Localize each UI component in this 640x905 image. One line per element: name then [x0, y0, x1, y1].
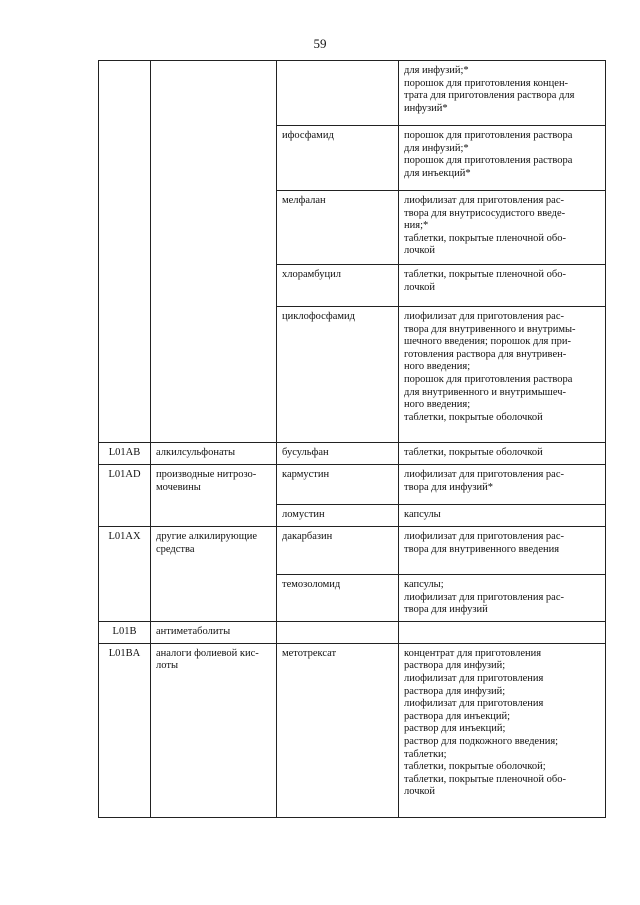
drug-name-cell: ифосфамид	[277, 126, 399, 191]
atc-code-cell: L01BA	[99, 643, 151, 817]
drug-name-cell: темозоломид	[277, 575, 399, 622]
drug-table	[98, 60, 606, 818]
table-row	[99, 527, 606, 575]
dosage-form-cell: таблетки, покрытые оболочкой	[399, 443, 606, 465]
dosage-form-cell: лиофилизат для приготовления рас- твора для внутрисосудистого введе- ния;* таблетки, покрытые пленочной обо- лочкой	[399, 191, 606, 265]
atc-group-cell: антиметаболиты	[151, 621, 277, 643]
table-row	[99, 621, 606, 643]
atc-group-cell: аналоги фолиевой кис- лоты	[151, 643, 277, 817]
table-row	[99, 643, 606, 817]
dosage-form-cell: капсулы; лиофилизат для приготовления рас- твора для инфузий	[399, 575, 606, 622]
atc-group-cell: другие алкилирующие средства	[151, 527, 277, 622]
dosage-form-cell: лиофилизат для приготовления рас- твора для внутривенного и внутримы- шечного введения; порошок для при- готовления раствора для внутривен- ного введения; порошок для приготовления раствора для внутривенного и внутримышеч- ного введения; таблетки, покрытые оболочкой	[399, 307, 606, 443]
drug-name-cell: ломустин	[277, 505, 399, 527]
dosage-form-cell	[399, 621, 606, 643]
drug-name-cell: циклофосфамид	[277, 307, 399, 443]
dosage-form-cell: лиофилизат для приготовления рас- твора для инфузий*	[399, 465, 606, 505]
atc-code-cell: L01AX	[99, 527, 151, 622]
drug-name-cell: хлорамбуцил	[277, 265, 399, 307]
table-row	[99, 61, 606, 126]
atc-code-cell	[99, 61, 151, 443]
drug-name-cell	[277, 61, 399, 126]
dosage-form-cell: лиофилизат для приготовления рас- твора для внутривенного введения	[399, 527, 606, 575]
dosage-form-cell: для инфузий;* порошок для приготовления концен- трата для приготовления раствора для инфузий*	[399, 61, 606, 126]
atc-group-cell: производные нитрозо- мочевины	[151, 465, 277, 527]
drug-name-cell: метотрексат	[277, 643, 399, 817]
drug-name-cell: бусульфан	[277, 443, 399, 465]
drug-name-cell	[277, 621, 399, 643]
table-row	[99, 465, 606, 505]
dosage-form-cell: концентрат для приготовления раствора для инфузий; лиофилизат для приготовления раствора для инфузий; лиофилизат для приготовления раствора для инъекций; раствор для инъекций; раствор для подкожного введения; таблетки; таблетки, покрытые оболочкой; таблетки, покрытые пленочной обо- лочкой	[399, 643, 606, 817]
page-number: 59	[313, 36, 327, 51]
drug-name-cell: мелфалан	[277, 191, 399, 265]
atc-group-cell	[151, 61, 277, 443]
atc-code-cell: L01AD	[99, 465, 151, 527]
dosage-form-cell: порошок для приготовления раствора для инфузий;* порошок для приготовления раствора для инъекций*	[399, 126, 606, 191]
table-row	[99, 443, 606, 465]
drug-name-cell: кармустин	[277, 465, 399, 505]
drug-name-cell: дакарбазин	[277, 527, 399, 575]
atc-group-cell: алкилсульфонаты	[151, 443, 277, 465]
atc-code-cell: L01AB	[99, 443, 151, 465]
atc-code-cell: L01B	[99, 621, 151, 643]
dosage-form-cell: капсулы	[399, 505, 606, 527]
dosage-form-cell: таблетки, покрытые пленочной обо- лочкой	[399, 265, 606, 307]
